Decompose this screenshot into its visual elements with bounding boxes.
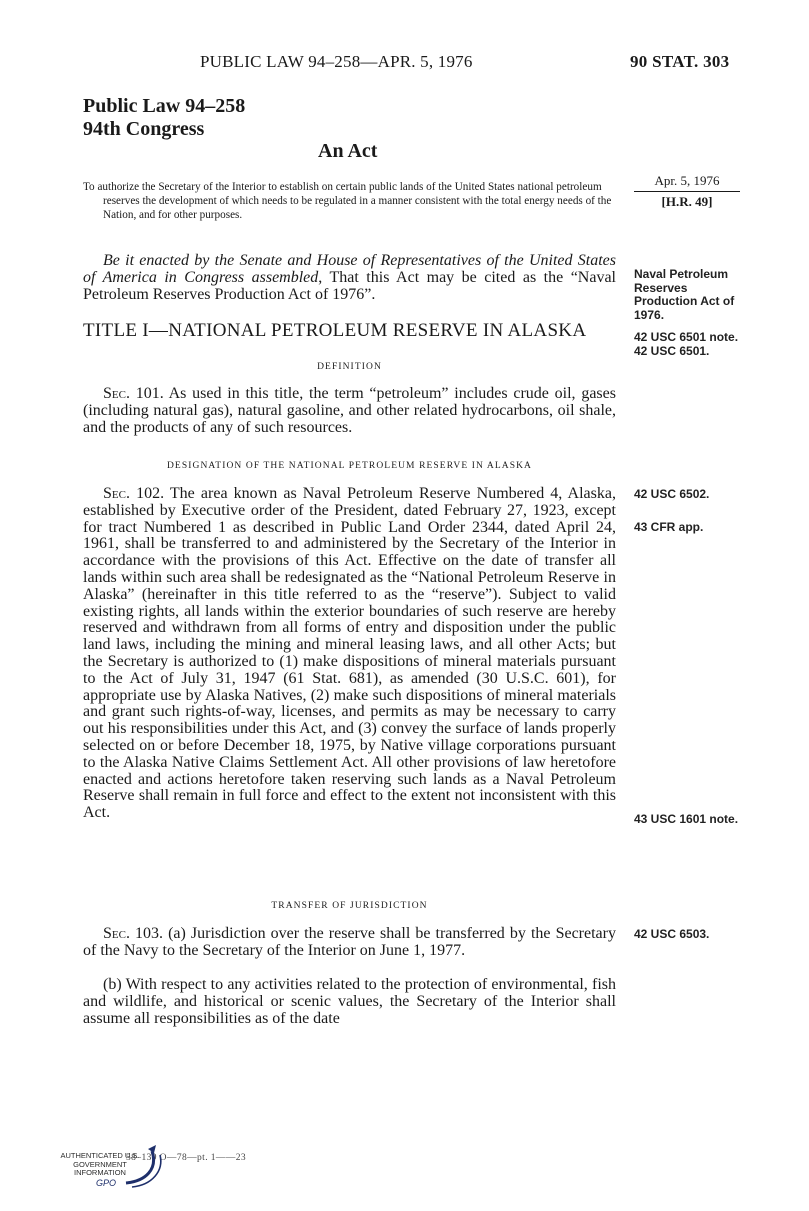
section-103-a bbox=[83, 926, 616, 960]
gpo-eagle-icon bbox=[118, 1143, 178, 1191]
margin-date-rule bbox=[634, 191, 740, 192]
bill-number: [H.R. 49] bbox=[661, 194, 713, 209]
section-103-label: Sec. 103. bbox=[103, 925, 164, 942]
gpo-authentication-text: AUTHENTICATED U.S. GOVERNMENT INFORMATION bbox=[60, 1151, 140, 1178]
margin-note-cfr-app: 43 CFR app. bbox=[634, 520, 704, 534]
gpo-authentication-logo bbox=[60, 1143, 185, 1193]
congress-number: 94th Congress bbox=[83, 118, 205, 140]
margin-note-usc-1601: 43 USC 1601 note. bbox=[634, 812, 739, 826]
margin-note-usc-6503: 42 USC 6503. bbox=[634, 927, 710, 941]
enactment-date: Apr. 5, 1976 bbox=[654, 173, 720, 188]
public-law-number: Public Law 94–258 bbox=[83, 95, 246, 117]
section-heading-definition: DEFINITION bbox=[317, 362, 382, 372]
section-103-b: (b) With respect to any activities related to the protection of environmental, fish and wildlife, and historical or scenic values, the Secretary of the Interior shall assume all responsibilities as of the date bbox=[83, 976, 616, 1027]
section-101-text: As used in this title, the term “petroleum” includes crude oil, gases (including natural gas), natural gasoline, and other related hydrocarbons, oil shale, and the products of any of such resources. bbox=[83, 385, 616, 436]
running-header bbox=[0, 52, 809, 74]
section-101-label: Sec. 101. bbox=[103, 385, 164, 402]
enacting-formula: Be it enacted by the Senate and House of Representatives of the United States of America in Congress assembled bbox=[83, 252, 616, 286]
section-102-label: Sec. 102. bbox=[103, 485, 165, 502]
margin-note-usc-6501-plain: 42 USC 6501. bbox=[634, 343, 710, 358]
enacting-clause bbox=[83, 253, 616, 303]
margin-note-usc-6501 bbox=[634, 331, 744, 358]
purpose-text: To authorize the Secretary of the Interior to establish on certain public lands of the United States national petroleum reserves the development of which needs to be regulated in a manner consistent with the total energy needs of the Nation, and for other purposes. bbox=[83, 181, 612, 222]
margin-note-usc-6502: 42 USC 6502. bbox=[634, 487, 710, 501]
running-header-citation: PUBLIC LAW 94–258—APR. 5, 1976 bbox=[200, 52, 473, 71]
margin-note-short-title: Naval Petroleum Reserves Production Act of 1976. bbox=[634, 267, 735, 322]
section-102 bbox=[83, 486, 616, 822]
margin-note-usc-6501-note: 42 USC 6501 note. bbox=[634, 330, 739, 344]
act-title: An Act bbox=[318, 140, 378, 162]
gpo-mark: GPO bbox=[96, 1178, 117, 1188]
title-heading: TITLE I—NATIONAL PETROLEUM RESERVE IN ALASKA bbox=[83, 320, 587, 341]
purpose-statement bbox=[83, 180, 616, 223]
section-heading-designation: DESIGNATION OF THE NATIONAL PETROLEUM RESERVE IN ALASKA bbox=[166, 461, 533, 471]
footer-print-code: 58–139 O—78—pt. 1——23 bbox=[126, 1153, 247, 1163]
section-heading-transfer: TRANSFER OF JURISDICTION bbox=[271, 901, 428, 911]
section-102-text: The area known as Naval Petroleum Reserve Numbered 4, Alaska, established by Executive order of the President, dated February 27, 1923, except for tract Numbered 1 as described in Public Land Order 2344, dated April 24, 1961, shall be transferred to and administered by the Secretary of the Interior in accordance with the provisions of this Act. Effective on the date of transfer all lands within such area shall be redesignated as the “National Petroleum Reserve in Alaska” (hereinafter in this title referred to as the “reserve”). Subject to valid existing rights, all lands within the exterior boundaries of such reserve are hereby reserved and withdrawn from all forms of entry and disposition under the public land laws, including the mining and mineral leasing laws, and all other Acts; but the Secretary is authorized to (1) make dispositions of mineral materials pursuant to the Act of July 31, 1947 (61 Stat. 681), as amended (30 U.S.C. 601), for appropriate use by Alaska Natives, (2) make such dispositions of mineral materials and grant such rights-of-way, licenses, and permits as may be necessary to carry out his responsibilities under this Act, and (3) convey the surface of lands properly selected on or before December 18, 1975, by Native village corporations pursuant to the Alaska Native Claims Settlement Act. All other provisions of law heretofore enacted and actions heretofore taken reserving such lands as a Naval Petroleum Reserve shall remain in full force and effect to the extent not inconsistent with this Act. bbox=[83, 485, 616, 822]
short-title-clause: , That this Act may be cited as the “Naval Petroleum Reserves Production Act of 1976”. bbox=[83, 268, 616, 303]
margin-enactment-date bbox=[634, 172, 740, 210]
law-identification bbox=[83, 95, 383, 141]
running-header-stat-page: 90 STAT. 303 bbox=[630, 52, 730, 71]
section-101 bbox=[83, 386, 616, 436]
section-103-a-text: (a) Jurisdiction over the reserve shall be transferred by the Secretary of the Navy to the Secretary of the Interior on June 1, 1977. bbox=[83, 925, 616, 959]
